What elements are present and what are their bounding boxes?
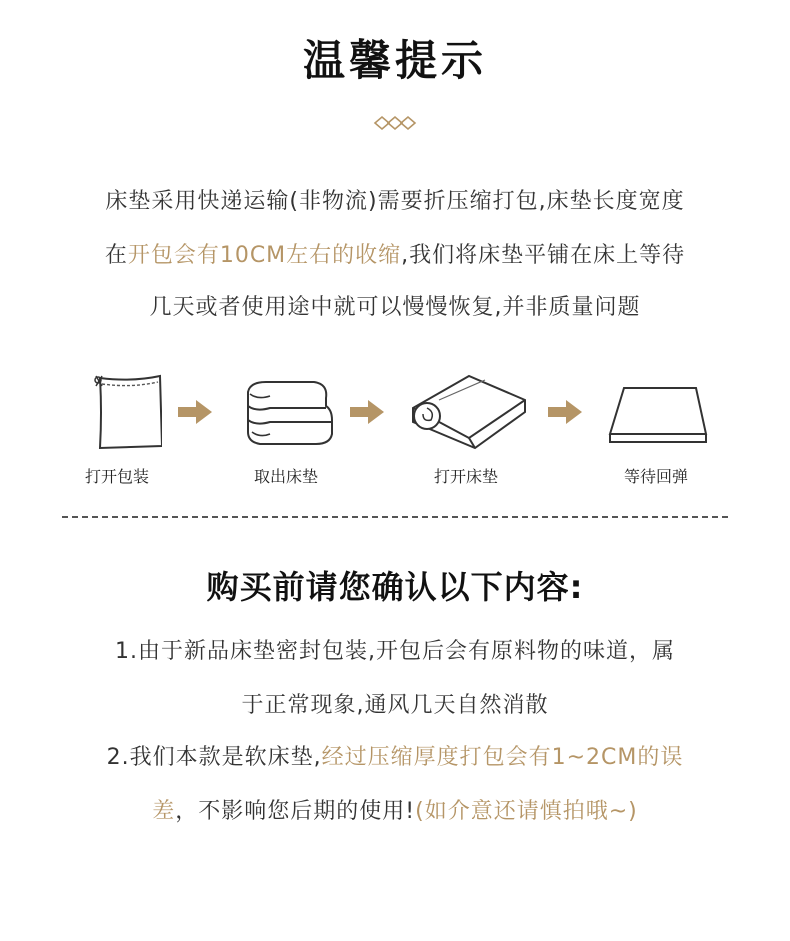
package-bag-icon [72, 372, 162, 450]
confirm-title: 购买前请您确认以下内容: [206, 568, 584, 606]
arrow-right-icon [178, 398, 214, 426]
arrow-right-icon [548, 398, 584, 426]
step-label: 等待回弹 [623, 467, 688, 486]
step-unroll-mattress [404, 372, 528, 487]
confirm-item-2-highlight-cont: 差 [152, 799, 176, 824]
confirm-item-2-line-2 [0, 794, 790, 825]
rolled-mattress-icon [236, 372, 336, 450]
diamond-chain-ornament-icon [372, 114, 418, 132]
notice-line-2-post: ,我们将床垫平铺在床上等待 [401, 243, 686, 268]
dashed-divider [62, 516, 728, 518]
flat-mattress-icon [604, 372, 708, 450]
step-wait-rebound [598, 372, 714, 487]
notice-line-1: 床垫采用快递运输(非物流)需要折压缩打包,床垫长度宽度 [105, 189, 685, 214]
step-label: 打开包装 [84, 467, 149, 486]
confirm-item-1-line-1: 1.由于新品床垫密封包装,开包后会有原料物的味道，属 [115, 639, 675, 664]
step-open-package [62, 372, 172, 487]
confirm-item-2-highlight: 经过压缩厚度打包会有1~2CM的误 [321, 745, 684, 770]
arrow-right-icon [350, 398, 386, 426]
unrolling-mattress-icon [405, 372, 527, 450]
step-take-out-mattress [228, 372, 344, 487]
notice-line-2 [0, 238, 790, 269]
confirm-item-1-line-2: 于正常现象,通风几天自然消散 [241, 693, 549, 718]
page-title: 温馨提示 [302, 36, 487, 85]
step-label: 取出床垫 [253, 467, 318, 486]
notice-line-3: 几天或者使用途中就可以慢慢恢复,并非质量问题 [149, 295, 641, 320]
confirm-item-2-pre: 2.我们本款是软床垫, [106, 745, 322, 770]
confirm-item-2-tail: (如介意还请慎拍哦~) [415, 799, 638, 824]
notice-highlight: 开包会有10CM左右的收缩 [127, 243, 402, 268]
confirm-item-2-line-1 [0, 740, 790, 771]
step-label: 打开床垫 [433, 467, 498, 486]
notice-line-2-pre: 在 [104, 243, 128, 268]
confirm-item-2-mid: ，不影响您后期的使用! [175, 799, 416, 824]
